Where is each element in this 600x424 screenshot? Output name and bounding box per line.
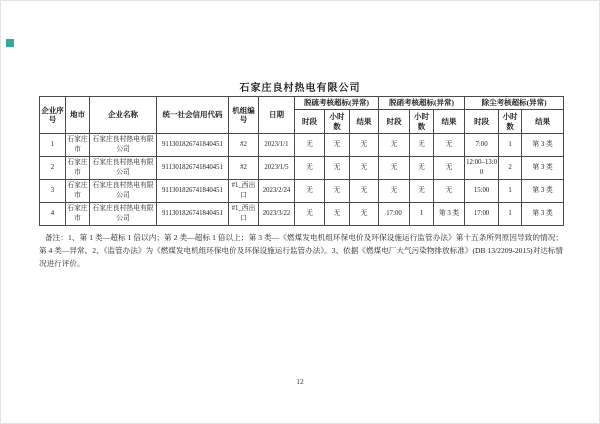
cell-denox-period: 无 — [379, 180, 410, 203]
sub-header-denox-hours: 小时数 — [410, 110, 434, 134]
cell-date: 2023/1/5 — [259, 157, 295, 180]
cell-city: 石家庄市 — [66, 134, 90, 157]
cell-desulf-period: 无 — [295, 157, 325, 180]
cell-dust-result: 第 3 类 — [522, 157, 564, 180]
cell-dust-period: 17:00 — [465, 203, 499, 226]
sub-header-dust-hours: 小时数 — [499, 110, 522, 134]
cell-date: 2023/3/22 — [259, 203, 295, 226]
cell-unit-no: #1_西出口 — [229, 203, 259, 226]
cell-denox-hours: 无 — [410, 180, 434, 203]
edge-marker — [6, 39, 14, 47]
header-row-groups — [40, 97, 564, 110]
sub-header-denox-result: 结果 — [434, 110, 465, 134]
cell-desulf-period: 无 — [295, 203, 325, 226]
remarks-note: 备注：1、第 1 类—超标 1 倍以内；第 2 类—超标 1 倍以上；第 3 类—《燃煤发电机组环保电价及环保设施运行监管办法》第十五条所列原因导致的情况；第 4 类—异常。2、《监管办法》为《燃煤发电机组环保电价及环保设施运行监管办法》。3、依据《燃煤电厂大气污染物排放标准》(DB 13/2209-2015)对达标情况进行评价。 — [39, 233, 563, 268]
cell-enterprise-name: 石家庄良村热电有限公司 — [90, 157, 157, 180]
cell-desulf-result: 无 — [350, 134, 379, 157]
cell-denox-period: 无 — [379, 157, 410, 180]
cell-denox-result: 无 — [434, 134, 465, 157]
cell-dust-result: 第 3 类 — [522, 203, 564, 226]
col-header-city: 地市 — [66, 97, 90, 134]
cell-denox-result: 无 — [434, 180, 465, 203]
table-row — [40, 180, 564, 203]
cell-denox-period: 无 — [379, 134, 410, 157]
cell-unit-no: #1_西出口 — [229, 180, 259, 203]
cell-desulf-period: 无 — [295, 134, 325, 157]
cell-enterprise-name: 石家庄良村热电有限公司 — [90, 134, 157, 157]
cell-dust-result: 第 3 类 — [522, 180, 564, 203]
cell-dust-period: 12:00–13:00 — [465, 157, 499, 180]
col-header-credit-code: 统一社会信用代码 — [157, 97, 229, 134]
cell-city: 石家庄市 — [66, 157, 90, 180]
assessment-table — [39, 96, 564, 226]
cell-credit-code: 911301826741840451 — [157, 203, 229, 226]
table-row — [40, 157, 564, 180]
cell-city: 石家庄市 — [66, 203, 90, 226]
cell-date: 2023/1/1 — [259, 134, 295, 157]
cell-desulf-hours: 无 — [325, 203, 350, 226]
cell-desulf-hours: 无 — [325, 134, 350, 157]
cell-dust-hours: 1 — [499, 180, 522, 203]
col-header-date: 日期 — [259, 97, 295, 134]
cell-desulf-hours: 无 — [325, 157, 350, 180]
cell-enterprise-no: 1 — [40, 134, 66, 157]
cell-credit-code: 911301826741840451 — [157, 134, 229, 157]
cell-enterprise-no: 2 — [40, 157, 66, 180]
sub-header-desulf-period: 时段 — [295, 110, 325, 134]
cell-desulf-result: 无 — [350, 203, 379, 226]
cell-enterprise-name: 石家庄良村热电有限公司 — [90, 180, 157, 203]
group-header-desulfurization: 脱硫考核超标(异常) — [295, 97, 379, 110]
sub-header-dust-result: 结果 — [522, 110, 564, 134]
cell-denox-hours: 无 — [410, 157, 434, 180]
cell-denox-result: 无 — [434, 157, 465, 180]
cell-desulf-result: 无 — [350, 180, 379, 203]
group-header-denitrification: 脱硝考核超标(异常) — [379, 97, 465, 110]
cell-dust-result: 第 3 类 — [522, 134, 564, 157]
page-number: 12 — [296, 377, 304, 386]
cell-credit-code: 911301826741840451 — [157, 180, 229, 203]
cell-denox-result: 第 3 类 — [434, 203, 465, 226]
table-row — [40, 134, 564, 157]
cell-dust-hours: 2 — [499, 157, 522, 180]
group-header-dust-removal: 除尘考核超标(异常) — [465, 97, 564, 110]
cell-desulf-period: 无 — [295, 180, 325, 203]
col-header-enterprise-name: 企业名称 — [90, 97, 157, 134]
cell-unit-no: #2 — [229, 134, 259, 157]
sub-header-desulf-result: 结果 — [350, 110, 379, 134]
sub-header-desulf-hours: 小时数 — [325, 110, 350, 134]
sub-header-denox-period: 时段 — [379, 110, 410, 134]
cell-credit-code: 911301826741840451 — [157, 157, 229, 180]
cell-denox-period: 17:00 — [379, 203, 410, 226]
cell-enterprise-name: 石家庄良村热电有限公司 — [90, 203, 157, 226]
cell-desulf-hours: 无 — [325, 180, 350, 203]
cell-denox-hours: 1 — [410, 203, 434, 226]
cell-dust-period: 7:00 — [465, 134, 499, 157]
cell-enterprise-no: 4 — [40, 203, 66, 226]
cell-desulf-result: 无 — [350, 157, 379, 180]
cell-enterprise-no: 3 — [40, 180, 66, 203]
cell-city: 石家庄市 — [66, 180, 90, 203]
page-title: 石家庄良村热电有限公司 — [239, 83, 361, 94]
cell-unit-no: #2 — [229, 157, 259, 180]
sub-header-dust-period: 时段 — [465, 110, 499, 134]
cell-dust-period: 15:00 — [465, 180, 499, 203]
cell-denox-hours: 无 — [410, 134, 434, 157]
table-row — [40, 203, 564, 226]
col-header-enterprise-no: 企业序号 — [40, 97, 66, 134]
col-header-unit-no: 机组编号 — [229, 97, 259, 134]
cell-date: 2023/2/24 — [259, 180, 295, 203]
cell-dust-hours: 1 — [499, 134, 522, 157]
cell-dust-hours: 1 — [499, 203, 522, 226]
